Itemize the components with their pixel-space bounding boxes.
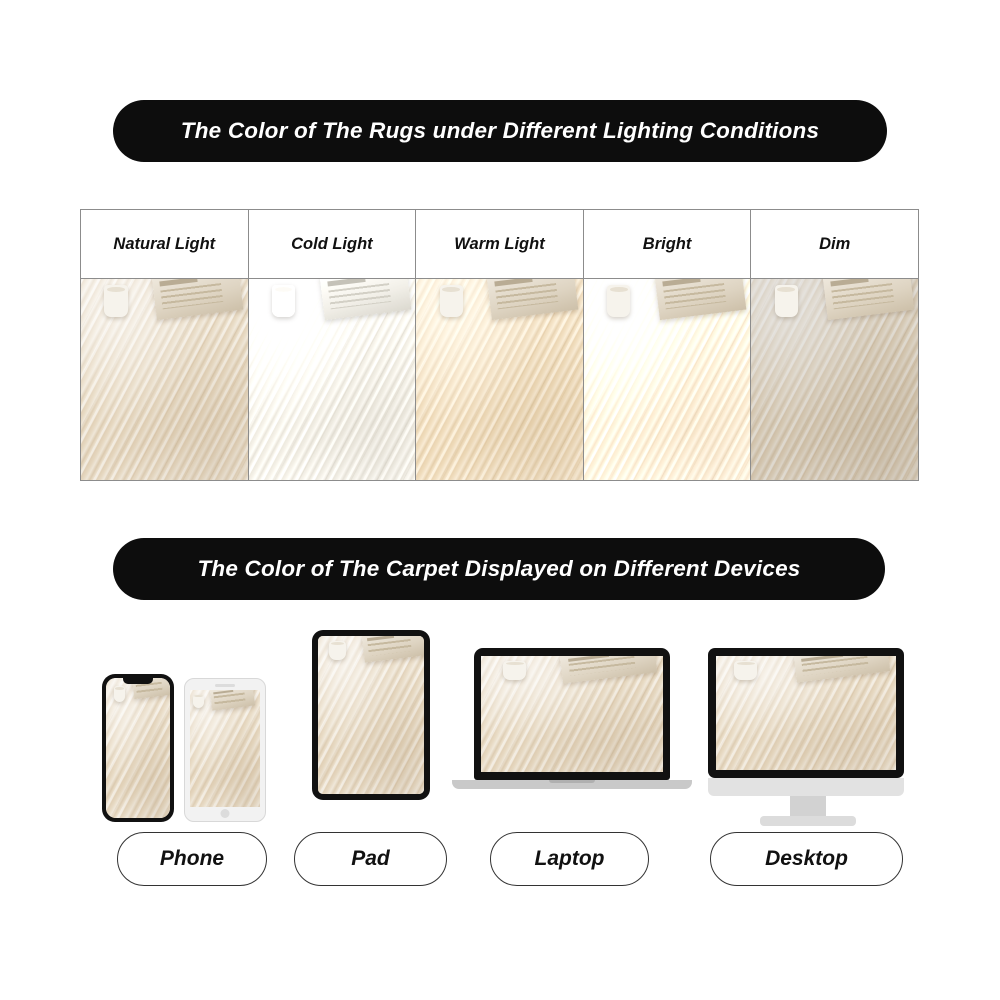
mug-prop xyxy=(775,285,798,317)
mug-prop xyxy=(734,661,757,680)
device-label-laptop: Laptop xyxy=(490,832,649,886)
device-mockups xyxy=(0,612,1000,822)
lighting-column-cold-light xyxy=(249,210,417,480)
lighting-comparison-table xyxy=(80,209,919,481)
rug-swatch-dim xyxy=(751,279,918,480)
laptop-mockup-group xyxy=(452,632,692,812)
rug-swatch-cold-light xyxy=(249,279,416,480)
lighting-column-bright xyxy=(584,210,752,480)
desktop-screen xyxy=(716,656,896,770)
phone-speaker xyxy=(215,684,235,687)
pad-screen xyxy=(318,636,424,794)
phone-light-device xyxy=(184,678,266,822)
lighting-column-natural-light xyxy=(81,210,249,480)
desktop-stand-neck xyxy=(790,796,826,818)
phone-light-screen xyxy=(190,690,260,807)
device-label-phone: Phone xyxy=(117,832,267,886)
mug-prop xyxy=(329,641,346,660)
mug-prop xyxy=(503,661,527,681)
desktop-mockup-group xyxy=(700,630,916,816)
mug-prop xyxy=(607,285,630,317)
lighting-column-header: Bright xyxy=(584,210,751,279)
device-labels xyxy=(0,832,1000,892)
lighting-column-header: Natural Light xyxy=(81,210,248,279)
pad-mockup-group xyxy=(312,630,430,812)
phone-notch xyxy=(123,678,153,684)
rug-swatch-bright xyxy=(584,279,751,480)
rug-swatch-natural-light xyxy=(81,279,248,480)
lighting-column-header: Dim xyxy=(751,210,918,279)
device-label-pad: Pad xyxy=(294,832,447,886)
lighting-column-header: Cold Light xyxy=(249,210,416,279)
lighting-column-warm-light xyxy=(416,210,584,480)
phone-dark-screen xyxy=(106,678,170,818)
laptop-base xyxy=(452,780,692,789)
lighting-column-header: Warm Light xyxy=(416,210,583,279)
lighting-column-dim xyxy=(751,210,919,480)
phone-mockup-group xyxy=(96,642,292,812)
desktop-device xyxy=(708,648,904,778)
laptop-screen xyxy=(481,656,663,772)
laptop-device xyxy=(474,648,670,780)
phone-dark-device xyxy=(102,674,174,822)
device-label-desktop: Desktop xyxy=(710,832,903,886)
mug-prop xyxy=(114,686,126,701)
mug-prop xyxy=(272,285,295,317)
devices-section-banner: The Color of The Carpet Displayed on Different Devices xyxy=(113,538,885,600)
desktop-chin xyxy=(708,778,904,796)
lighting-section-banner: The Color of The Rugs under Different Lighting Conditions xyxy=(113,100,887,162)
phone-home-button xyxy=(221,809,230,818)
mug-prop xyxy=(193,695,204,708)
mug-prop xyxy=(104,285,127,317)
mug-prop xyxy=(440,285,463,317)
desktop-stand-foot xyxy=(760,816,856,826)
rug-swatch-warm-light xyxy=(416,279,583,480)
pad-device xyxy=(312,630,430,800)
